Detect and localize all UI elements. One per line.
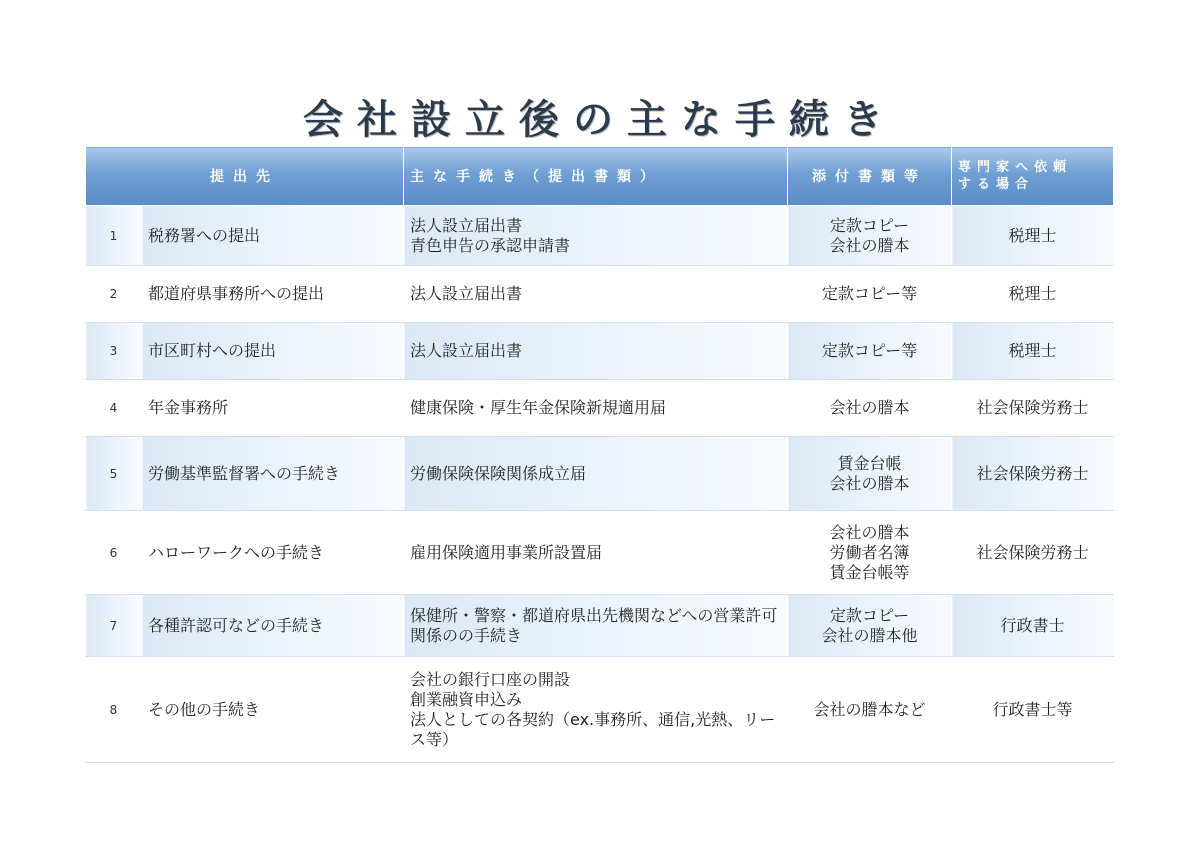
row-procedures bbox=[404, 206, 788, 266]
row-attachments bbox=[788, 380, 952, 437]
row-destination: 年金事務所 bbox=[142, 380, 404, 437]
procedure-item: 会社の銀行口座の開設 bbox=[410, 669, 571, 689]
page-title: 会社設立後の主な手続き bbox=[303, 97, 897, 143]
procedure-item: 健康保険・厚生年金保険新規適用届 bbox=[410, 398, 667, 417]
row-expert: 行政書士 bbox=[952, 595, 1114, 657]
procedures-table bbox=[85, 146, 1114, 763]
row-number: 1 bbox=[86, 206, 142, 266]
attachment-item: 定款コピー bbox=[829, 605, 910, 625]
procedure-item: 青色申告の承認申請書 bbox=[410, 235, 571, 255]
header-expert bbox=[952, 147, 1114, 206]
table-row bbox=[86, 323, 1114, 380]
attachment-item: 労働者名簿 bbox=[829, 542, 910, 562]
procedure-item: 労働保険保険関係成立届 bbox=[410, 463, 587, 483]
row-number: 7 bbox=[86, 595, 142, 657]
table-header-row bbox=[86, 147, 1114, 206]
row-procedures bbox=[404, 511, 788, 595]
row-number: 6 bbox=[86, 511, 142, 595]
row-expert: 社会保険労務士 bbox=[952, 380, 1114, 437]
attachment-item: 会社の謄本 bbox=[829, 473, 910, 493]
attachment-item: 賃金台帳 bbox=[837, 453, 902, 473]
procedure-item: 保健所・警察・都道府県出先機関などへの営業許可関係のの手続き bbox=[410, 605, 778, 645]
row-destination: 都道府県事務所への提出 bbox=[142, 266, 404, 323]
row-destination: 税務署への提出 bbox=[142, 206, 404, 266]
attachment-item: 定款コピー bbox=[829, 215, 910, 235]
procedure-item: 創業融資申込み bbox=[410, 689, 523, 709]
row-procedures bbox=[404, 657, 788, 763]
row-destination: その他の手続き bbox=[142, 657, 404, 763]
attachment-item: 会社の謄本 bbox=[829, 235, 910, 255]
row-procedures bbox=[404, 437, 788, 511]
row-expert: 税理士 bbox=[952, 323, 1114, 380]
row-expert: 税理士 bbox=[952, 266, 1114, 323]
row-attachments bbox=[788, 323, 952, 380]
row-attachments bbox=[788, 206, 952, 266]
attachment-item: 賃金台帳等 bbox=[829, 562, 910, 582]
table-row bbox=[86, 511, 1114, 595]
header-procedure: 主な手続き（提出書類） bbox=[404, 147, 788, 206]
row-attachments bbox=[788, 657, 952, 763]
table-row bbox=[86, 266, 1114, 323]
row-expert: 行政書士等 bbox=[952, 657, 1114, 763]
row-expert: 社会保険労務士 bbox=[952, 511, 1114, 595]
table-row bbox=[86, 206, 1114, 266]
header-expert-line2: する場合 bbox=[958, 177, 1035, 192]
row-destination: ハローワークへの手続き bbox=[142, 511, 404, 595]
row-number: 8 bbox=[86, 657, 142, 763]
row-number: 5 bbox=[86, 437, 142, 511]
row-number: 4 bbox=[86, 380, 142, 437]
attachment-item: 定款コピー等 bbox=[821, 341, 918, 360]
attachment-item: 会社の謄本他 bbox=[821, 625, 918, 645]
row-procedures bbox=[404, 595, 788, 657]
header-attachments: 添付書類等 bbox=[788, 147, 952, 206]
row-destination: 市区町村への提出 bbox=[142, 323, 404, 380]
row-attachments bbox=[788, 437, 952, 511]
row-procedures bbox=[404, 380, 788, 437]
procedure-item: 法人設立届出書 bbox=[410, 215, 523, 235]
row-attachments bbox=[788, 595, 952, 657]
procedure-item: 法人としての各契約（ex.事務所、通信,光熱、リース等） bbox=[410, 709, 776, 749]
row-procedures bbox=[404, 266, 788, 323]
row-attachments bbox=[788, 511, 952, 595]
row-destination: 各種許認可などの手続き bbox=[142, 595, 404, 657]
row-destination: 労働基準監督署への手続き bbox=[142, 437, 404, 511]
row-number: 2 bbox=[86, 266, 142, 323]
attachment-item: 会社の謄本など bbox=[813, 699, 926, 719]
row-procedures bbox=[404, 323, 788, 380]
table-row bbox=[86, 657, 1114, 763]
row-attachments bbox=[788, 266, 952, 323]
row-expert: 社会保険労務士 bbox=[952, 437, 1114, 511]
attachment-item: 会社の謄本 bbox=[829, 398, 910, 417]
procedure-item: 法人設立届出書 bbox=[410, 341, 523, 360]
attachment-item: 会社の謄本 bbox=[829, 522, 910, 542]
table-row bbox=[86, 380, 1114, 437]
row-number: 3 bbox=[86, 323, 142, 380]
procedure-item: 法人設立届出書 bbox=[410, 284, 523, 303]
header-expert-line1: 専門家へ依頼 bbox=[958, 160, 1073, 175]
table-row bbox=[86, 437, 1114, 511]
attachment-item: 定款コピー等 bbox=[821, 284, 918, 303]
header-destination: 提出先 bbox=[86, 147, 404, 206]
row-expert: 税理士 bbox=[952, 206, 1114, 266]
procedure-item: 雇用保険適用事業所設置届 bbox=[410, 542, 603, 562]
table-row bbox=[86, 595, 1114, 657]
